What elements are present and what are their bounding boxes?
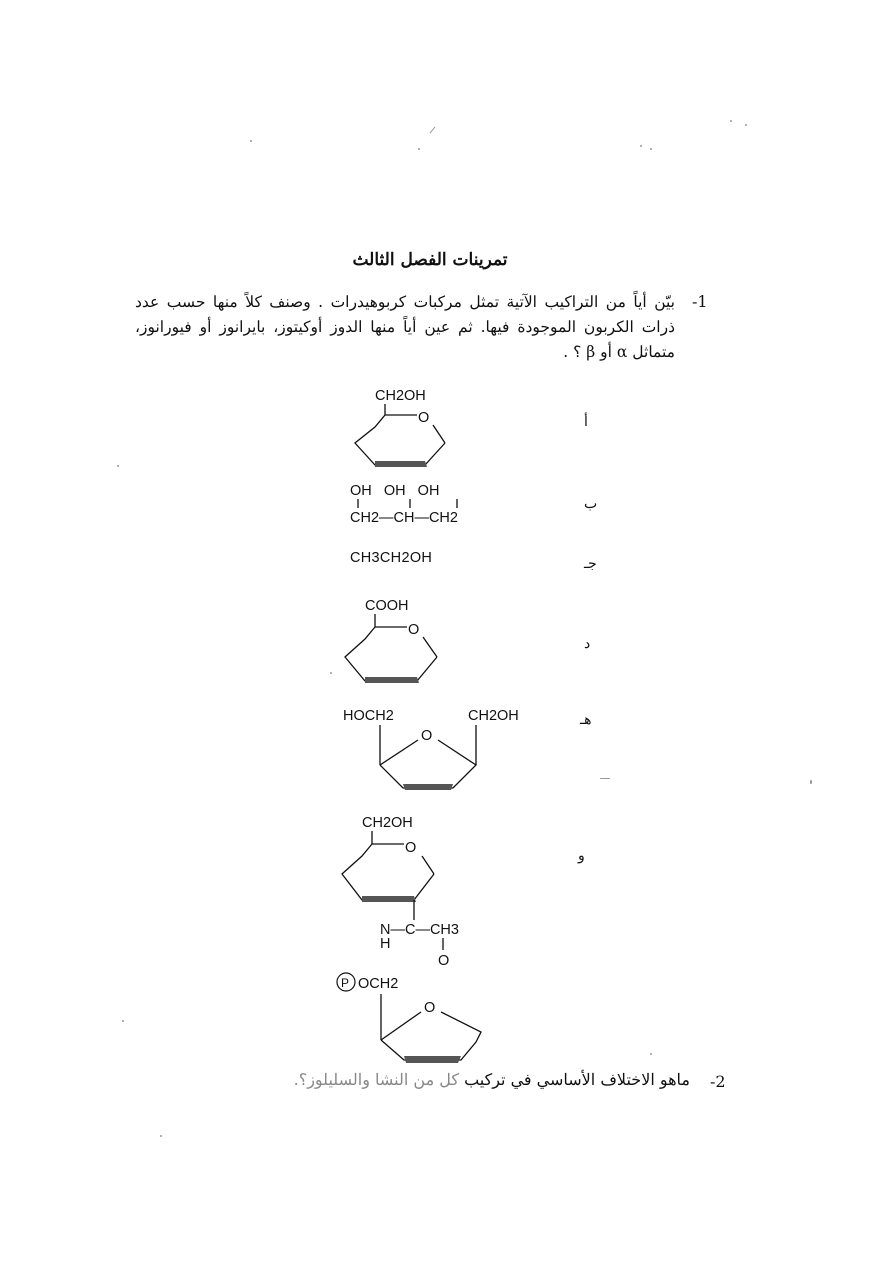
structure-f-formula: CH2OH	[362, 815, 413, 831]
structure-b-bottom: CH2—CH—CH2	[350, 510, 458, 526]
structure-a-formula: CH2OH	[375, 388, 426, 404]
svg-text:O: O	[438, 953, 450, 969]
question-1-number: -1	[692, 292, 708, 311]
structure-d-formula: COOH	[365, 598, 409, 614]
item-label-a: أ	[584, 414, 588, 430]
svg-text:P: P	[341, 976, 350, 990]
item-label-f: و	[578, 848, 585, 864]
svg-text:O: O	[418, 410, 430, 426]
question-2-clear: ماهو الاختلاف الأساسي في تركيب	[464, 1070, 690, 1089]
structure-c: CH3CH2OH	[350, 550, 433, 566]
svg-text:O: O	[405, 840, 417, 856]
item-label-d: د	[584, 636, 591, 652]
structure-f-substituent: N—C—CH3	[380, 922, 459, 938]
svg-text:O: O	[424, 1000, 436, 1016]
question-2-number: -2	[710, 1072, 726, 1091]
structure-b	[350, 480, 490, 530]
question-1-text: بيّن أياً من التراكيب الآتية تمثل مركبات كربوهيدرات . وصنف كلاً منها حسب عدد ذرات الكربون الموجودة فيها. ثم عين أياً منها الدوز أوكيتوز، بايرانوز أو فيورانوز، متماثل α أو β ؟ .	[135, 293, 675, 361]
structure-b-top: OH OH OH	[350, 483, 440, 499]
question-2-faded: كل من النشا والسليلوز؟.	[293, 1070, 459, 1089]
structure-e	[343, 700, 543, 795]
structure-g	[336, 970, 496, 1075]
item-label-e: هـ	[580, 712, 592, 728]
structure-e-right: CH2OH	[468, 708, 519, 724]
structure-a	[345, 385, 455, 475]
svg-text:O: O	[408, 622, 420, 638]
structure-g-formula: OCH2	[358, 976, 399, 992]
item-label-b: ب	[584, 496, 598, 512]
svg-text:H: H	[380, 936, 391, 952]
page-title: تمرينات الفصل الثالث	[352, 250, 508, 270]
question-2-text	[220, 1070, 690, 1089]
structure-e-left: HOCH2	[343, 708, 394, 724]
structure-f	[340, 812, 520, 972]
svg-text:O: O	[421, 728, 433, 744]
structure-d	[335, 595, 455, 690]
item-label-c: جـ	[584, 556, 597, 572]
